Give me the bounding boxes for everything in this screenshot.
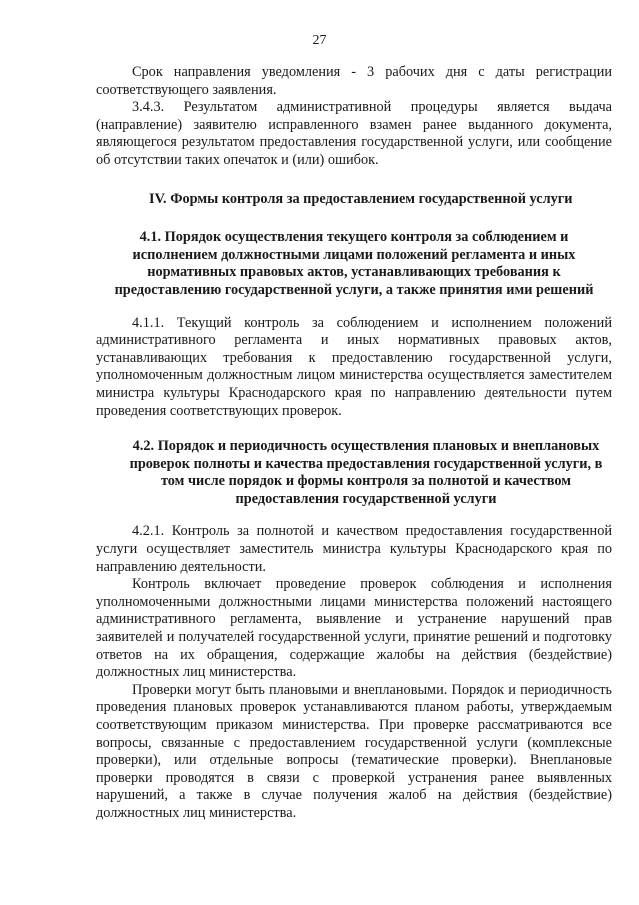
paragraph: 4.1.1. Текущий контроль за соблюдением и исполнением положений административного регламента и иных нормативных правовых актов, устанавливающих требования к предоставлению государственной услуги, уполномоченным должностным лицом министерства осуществляется заместителем министра культуры Краснодарского края по направлению деятельности путем проведения соответствующих проверок.: [96, 314, 612, 419]
paragraph: Контроль включает проведение проверок соблюдения и исполнения уполномоченными должностными лицами министерства положений настоящего административного регламента, выявление и устранение нарушений прав заявителей и получателей государственной услуги, принятие решений и подготовку ответов на их обращения, содержащие жалобы на действия (бездействие) должностных лиц министерства.: [96, 576, 612, 681]
page-number: 27: [312, 33, 327, 48]
paragraph: Проверки могут быть плановыми и внеплановыми. Порядок и периодичность проведения плановых проверок устанавливаются планом работы, утверждаемым соответствующим приказом министерства. При проверке рассматриваются все вопросы, связанные с предоставлением государственной услуги (комплексные проверки), или отдельные вопросы (тематические проверки). Внеплановые проверки проводятся в связи с проверкой устранения ранее выявленных нарушений, а также в случае получения жалоб на действия (бездействие) должностных лиц министерства.: [96, 681, 612, 821]
heading-4-1: 4.1. Порядок осуществления текущего контроля за соблюдением и исполнением должностными лицами положений регламента и иных нормативных правовых актов, устанавливающих требования к предоставлению государственной услуги, а также принятия ими решений: [114, 229, 594, 298]
section-title: IV. Формы контроля за предоставлением государственной услуги: [149, 190, 573, 207]
paragraph: 4.2.1. Контроль за полнотой и качеством предоставления государственной услуги осуществляет заместитель министра культуры Краснодарского края по направлению деятельности.: [96, 523, 612, 575]
paragraph: Срок направления уведомления - 3 рабочих дня с даты регистрации соответствующего заявления.: [96, 64, 612, 98]
document-body: [96, 64, 612, 823]
heading-4-2: 4.2. Порядок и периодичность осуществления плановых и внеплановых проверок полноты и качества предоставления государственной услуги, в том числе порядок и формы контроля за полнотой и качеством предоставления государственной услуги: [129, 438, 603, 507]
paragraph: 3.4.3. Результатом административной процедуры является выдача (направление) заявителю исправленного взамен ранее выданного документа, являющегося результатом предоставления государственной услуги, или сообщение об отсутствии таких опечаток и (или) ошибок.: [96, 99, 612, 168]
